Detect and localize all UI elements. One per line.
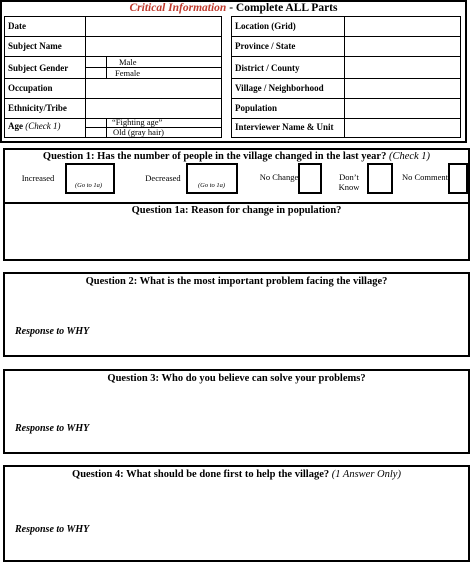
label-age: [8, 121, 60, 131]
question-3-answer-area[interactable]: [9, 387, 464, 449]
question-4-section: [3, 465, 470, 562]
checkbox-dont-know[interactable]: [367, 163, 393, 194]
row-population: [232, 99, 460, 119]
checkbox-no-change[interactable]: [298, 163, 322, 194]
critical-title: [0, 2, 467, 14]
critical-title-rest: - Complete ALL Parts: [226, 2, 338, 14]
right-info-table: [231, 16, 461, 138]
option-decreased: Decreased: [145, 173, 181, 183]
row-village: [232, 79, 460, 99]
option-no-comment: No Comment: [401, 172, 449, 182]
field-ethnicity[interactable]: [85, 99, 221, 118]
checkbox-increased[interactable]: [65, 163, 115, 194]
field-village[interactable]: [344, 79, 460, 98]
checkbox-decreased[interactable]: [186, 163, 238, 194]
question-2-section: [3, 272, 470, 357]
row-subject-gender: [5, 57, 221, 79]
row-province: [232, 37, 460, 57]
label-age-text: Age: [8, 121, 23, 131]
question-3-section: [3, 369, 470, 454]
question-4-answer-area[interactable]: [9, 483, 464, 557]
question-2-title: Question 2: What is the most important problem facing the village?: [85, 276, 388, 287]
question-4-response-label: Response to WHY: [15, 524, 90, 535]
question-1a-answer-area[interactable]: [9, 218, 464, 256]
question-1-title: [5, 151, 468, 162]
label-ethnicity: Ethnicity/Tribe: [8, 103, 67, 113]
question-4-title-text: Question 4: What should be done first to help the village?: [72, 469, 330, 480]
field-subject-name[interactable]: [85, 37, 221, 56]
divider: [85, 67, 221, 68]
label-village: Village / Neighborhood: [235, 83, 324, 93]
field-occupation[interactable]: [85, 79, 221, 98]
field-date[interactable]: [85, 17, 221, 36]
field-interviewer[interactable]: [344, 118, 460, 137]
critical-title-highlight: Critical Information: [129, 2, 227, 14]
row-interviewer: [232, 119, 460, 137]
question-1-section: [3, 148, 470, 261]
label-subject-gender: Subject Gender: [8, 63, 69, 73]
row-location: [232, 17, 460, 37]
question-3-title: Question 3: Who do you believe can solve your problems?: [107, 373, 366, 384]
question-1a-title: Question 1a: Reason for change in population?: [131, 205, 342, 216]
left-info-table: [4, 16, 222, 138]
option-no-change: No Change: [259, 172, 299, 182]
option-female[interactable]: Female: [115, 68, 141, 78]
field-district[interactable]: [344, 57, 460, 78]
row-district: [232, 57, 460, 79]
field-province[interactable]: [344, 37, 460, 56]
row-date: [5, 17, 221, 37]
option-increased: Increased: [21, 173, 55, 183]
label-population: Population: [235, 103, 278, 113]
question-2-response-label: Response to WHY: [15, 326, 90, 337]
question-4-note: (1 Answer Only): [329, 469, 401, 480]
question-2-answer-area[interactable]: [9, 290, 464, 352]
goto-1a-decreased: (Go to 1a): [198, 182, 226, 189]
label-age-note: (Check 1): [25, 121, 61, 131]
row-age: [5, 119, 221, 137]
option-male[interactable]: Male: [119, 57, 137, 67]
question-1-note: (Check 1): [386, 151, 431, 162]
question-3-response-label: Response to WHY: [15, 423, 90, 434]
critical-information-section: [0, 0, 467, 143]
label-subject-name: Subject Name: [8, 41, 62, 51]
field-population[interactable]: [344, 99, 460, 118]
row-ethnicity: [5, 99, 221, 119]
option-dont-know: Don’t Know: [338, 172, 360, 192]
row-occupation: [5, 79, 221, 99]
question-4-title: [5, 469, 468, 480]
label-date: Date: [8, 21, 26, 31]
label-district: District / County: [235, 63, 300, 73]
label-location: Location (Grid): [235, 21, 296, 31]
goto-1a-increased: (Go to 1a): [75, 182, 103, 189]
question-1-title-text: Question 1: Has the number of people in the village changed in the last year?: [42, 151, 387, 162]
question-1-divider: [5, 202, 468, 204]
checkbox-no-comment[interactable]: [448, 163, 468, 194]
label-province: Province / State: [235, 41, 296, 51]
row-subject-name: [5, 37, 221, 57]
option-fighting-age[interactable]: “Fighting age”: [112, 117, 163, 127]
label-occupation: Occupation: [8, 83, 53, 93]
field-location[interactable]: [344, 17, 460, 36]
label-interviewer: Interviewer Name & Unit: [235, 122, 334, 132]
option-old[interactable]: Old (gray hair): [113, 127, 164, 137]
